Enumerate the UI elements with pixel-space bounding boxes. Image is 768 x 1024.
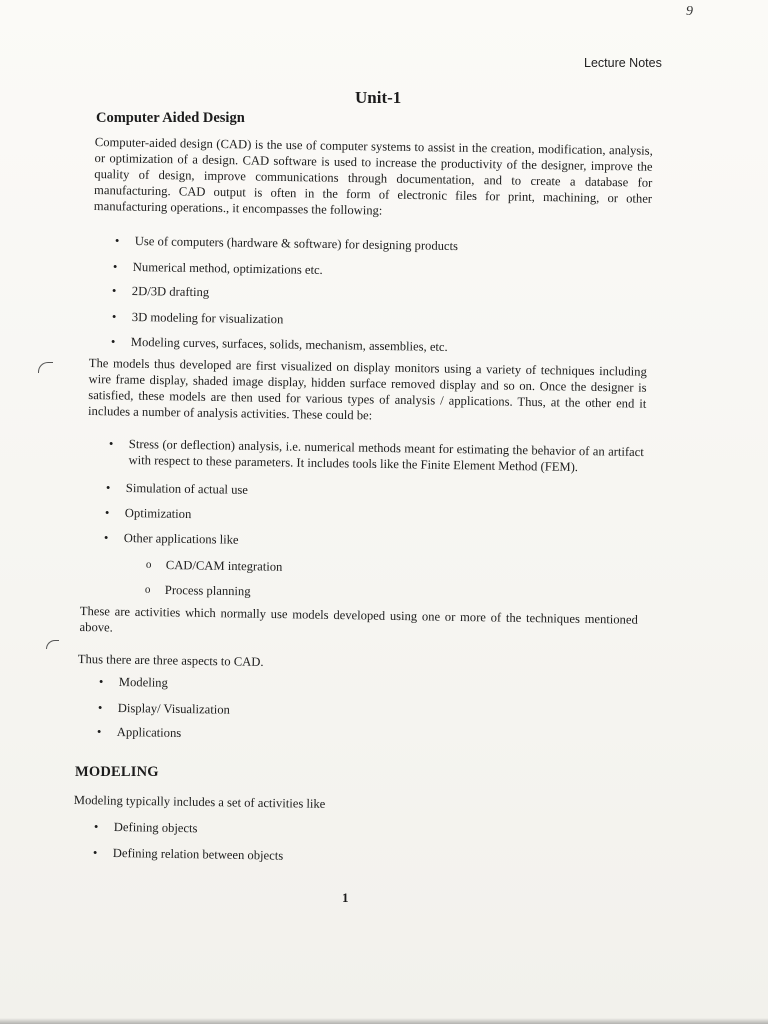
list-item — [97, 700, 418, 721]
list-item-text: CAD/CAM integration — [165, 557, 283, 574]
bullet-icon: • — [104, 505, 110, 520]
bullet-icon: • — [108, 436, 114, 451]
scan-bottom-edge — [0, 1018, 768, 1024]
list-item-text: Modeling curves, surfaces, solids, mechanism, assemblies, etc. — [130, 334, 448, 354]
list-item-text: Modeling — [118, 674, 168, 690]
modeling-intro: Modeling typically includes a set of activities like — [73, 792, 326, 811]
bullet-icon: • — [112, 259, 118, 274]
list-item — [96, 724, 417, 745]
bullet-icon: • — [93, 819, 99, 834]
hollow-bullet-icon: o — [145, 558, 152, 571]
unit-title: Unit-1 — [355, 88, 402, 107]
bullet-icon: • — [92, 845, 98, 860]
aspects-intro: Thus there are three aspects to CAD. — [77, 651, 264, 669]
bullet-icon: • — [110, 334, 116, 349]
list-item — [111, 283, 612, 307]
bullet-icon: • — [114, 233, 120, 248]
visualization-paragraph: The models thus developed are first visualized on display monitors using a variety of techniques including wire frame display, shaded image display, hidden surface removed display and so on. Once the designer is satisfied, these models are then used for various types of analysis / applications. Thus, at the other end it includes a number of analysis activities. These could be: — [88, 355, 647, 423]
activities-paragraph: These are activities which normally use models developed using one or more of the techniques mentioned above. — [79, 603, 638, 635]
handwritten-page-mark: 9 — [686, 4, 693, 19]
list-item-text: Defining relation between objects — [112, 845, 284, 863]
bullet-icon: • — [111, 283, 117, 298]
running-header: Lecture Notes — [584, 56, 662, 70]
list-item — [103, 530, 604, 554]
list-item-text: Other applications like — [123, 530, 239, 547]
section-heading-modeling: MODELING — [75, 764, 159, 780]
sub-list-item — [144, 582, 465, 603]
list-item-text: Optimization — [124, 505, 192, 522]
section-heading-cad: Computer Aided Design — [96, 110, 245, 126]
hollow-bullet-icon: o — [144, 583, 151, 596]
list-item — [98, 674, 419, 695]
list-item-text: Stress (or deflection) analysis, i.e. numerical methods meant for estimating the behavior of an artifact with respect to these parameters. It includes tools like the Finite Element Method (FEM). — [128, 436, 644, 475]
sub-list-item — [145, 557, 466, 578]
list-item — [110, 334, 611, 358]
bullet-icon: • — [111, 309, 117, 324]
list-item-text: Applications — [116, 724, 182, 741]
bullet-icon: • — [105, 480, 111, 495]
list-item-text: Process planning — [164, 582, 251, 599]
list-item — [93, 819, 414, 840]
list-item — [105, 480, 606, 504]
list-item — [104, 505, 605, 529]
list-item — [112, 259, 613, 283]
list-item-text: Numerical method, optimizations etc. — [132, 259, 323, 277]
list-item — [111, 309, 612, 333]
scan-margin-mark — [38, 362, 53, 373]
list-item-text: Display/ Visualization — [117, 700, 230, 717]
bullet-icon: • — [96, 724, 102, 739]
list-item — [114, 233, 615, 257]
intro-paragraph: Computer-aided design (CAD) is the use of computer systems to assist in the creation, modification, analysis, or optimization of a design. CAD software is used to increase the productivity of the designer, improve the quality of design, improve communications through documentation, and to create a database for manufacturing. CAD output is often in the form of electronic files for print, machining, or other manufacturing operations., it encompasses the following: — [93, 134, 653, 218]
bullet-icon: • — [97, 700, 103, 715]
list-item-text: 3D modeling for visualization — [131, 309, 284, 327]
page-number: 1 — [342, 890, 349, 905]
bullet-icon: • — [103, 530, 109, 545]
bullet-icon: • — [98, 674, 104, 689]
list-item — [92, 845, 413, 866]
list-item — [108, 436, 644, 476]
list-item-text: Use of computers (hardware & software) for designing products — [134, 233, 459, 254]
list-item-text: Defining objects — [113, 819, 198, 836]
scan-margin-mark — [46, 640, 59, 649]
list-item-text: Simulation of actual use — [125, 480, 249, 497]
list-item-text: 2D/3D drafting — [131, 283, 210, 300]
